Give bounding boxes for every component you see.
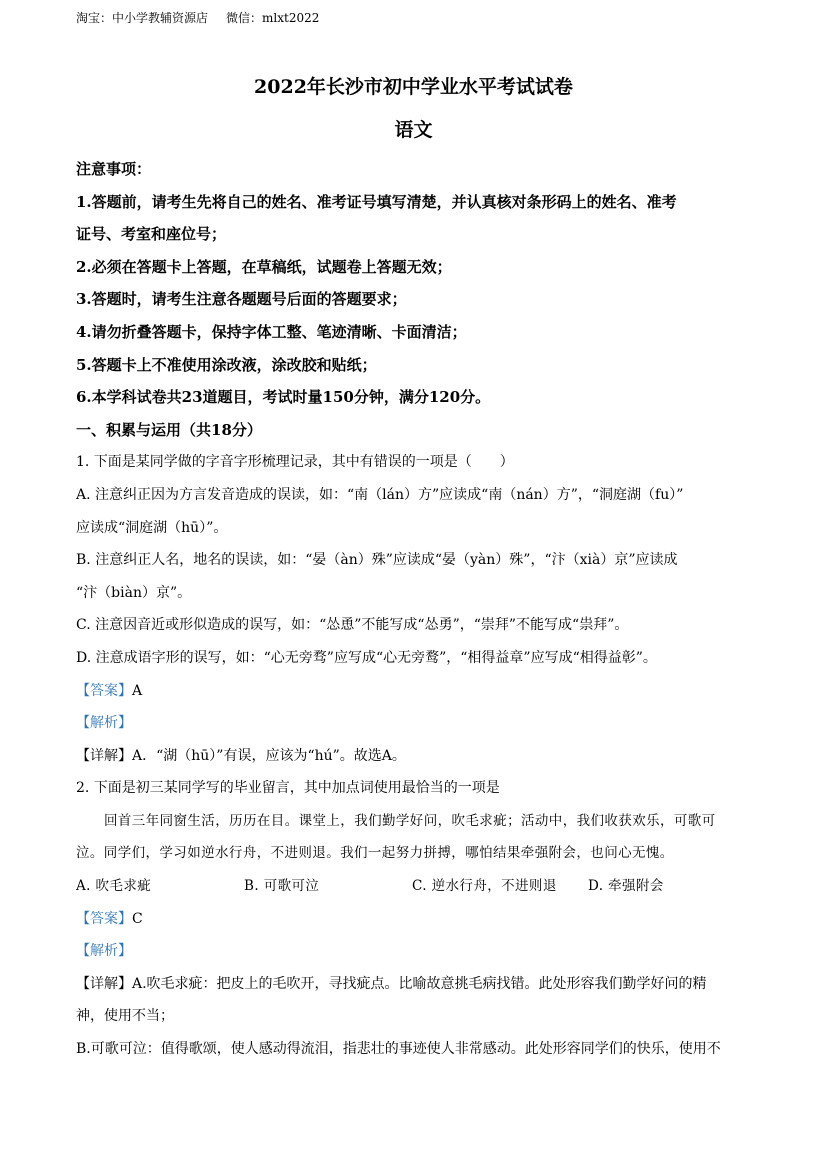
note-line-5: 5.答题卡上不准使用涂改液，涂改胶和贴纸；	[76, 355, 377, 374]
q1-answer-value: A	[132, 682, 143, 699]
note-line-1a: 1.答题前，请考生先将自己的姓名、准考证号填写清楚，并认真核对条形码上的姓名、准考	[76, 192, 677, 211]
q2-option-b: B. 可歌可泣	[244, 878, 320, 895]
q2-answer-label: 【答案】	[76, 910, 132, 927]
section-heading: 一、积累与运用（共18分）	[76, 420, 262, 439]
note-line-1b: 证号、考室和座位号；	[76, 225, 227, 244]
note-line-3: 3.答题时，请考生注意各题题号后面的答题要求；	[76, 290, 407, 309]
q2-answer	[76, 903, 752, 936]
q1-option-a-line2: 应读成“洞庭湖（hū）”。	[76, 519, 228, 536]
notes-heading: 注意事项：	[76, 160, 152, 178]
q2-option-c: C. 逆水行舟，不进则退	[412, 878, 557, 895]
document-body	[76, 153, 752, 1066]
q1-option-b-line2: “汴（biàn）京”。	[76, 584, 192, 601]
q2-answer-value: C	[132, 910, 143, 927]
document-title: 2022年长沙市初中学业水平考试试卷	[254, 76, 573, 98]
page-header	[76, 10, 319, 26]
q2-options	[76, 870, 752, 903]
q1-answer-label: 【答案】	[76, 682, 132, 699]
q1-stem: 1. 下面是某同学做的字音字形梳理记录，其中有错误的一项是（ ）	[76, 454, 514, 471]
q2-detail-line1: 【详解】A.吹毛求疵：把皮上的毛吹开，寻找疵点。比喻故意挑毛病找错。此处形容我们勤学好问的精	[76, 975, 707, 992]
q1-answer	[76, 675, 752, 708]
q2-detail-line3: B.可歌可泣：值得歌颂，使人感动得流泪，指悲壮的事迹使人非常感动。此处形容同学们的快乐，使用不	[76, 1041, 721, 1058]
q1-option-b-line1: B. 注意纠正人名，地名的误读，如：“晏（àn）殊”应读成“晏（yàn）殊”，“汴（xià）京”应读成	[76, 552, 678, 569]
q2-analysis-label: 【解析】	[76, 943, 132, 960]
q2-option-d: D. 牵强附会	[588, 878, 664, 895]
q2-stem: 2. 下面是初三某同学写的毕业留言，其中加点词使用最恰当的一项是	[76, 780, 500, 797]
q1-analysis-label: 【解析】	[76, 715, 132, 732]
q2-passage-line2: 泣。同学们，学习如逆水行舟，不进则退。我们一起努力拼搏，哪怕结果牵强附会，也问心无愧。	[76, 845, 674, 862]
q1-detail: 【详解】A．“湖（hū）”有误，应该为“hú”。故选A。	[76, 747, 406, 764]
q1-option-a-line1: A. 注意纠正因为方言发音造成的误读，如：“南（lán）方”应读成“南（nán）方”，“洞庭湖（fu）”	[76, 486, 684, 503]
header-wechat: 微信：mlxt2022	[226, 11, 320, 25]
note-line-2: 2.必须在答题卡上答题，在草稿纸，试题卷上答题无效；	[76, 257, 452, 276]
q2-detail-line2: 神，使用不当；	[76, 1008, 174, 1025]
note-line-4: 4.请勿折叠答题卡，保持字体工整、笔迹清晰、卡面清洁；	[76, 322, 467, 341]
q2-passage-line1: 回首三年同窗生活，历历在目。课堂上，我们勤学好问，吹毛求疵；活动中，我们收获欢乐，可歌可	[104, 812, 716, 829]
document-subtitle: 语文	[394, 119, 433, 141]
q2-option-a: A. 吹毛求疵	[76, 878, 152, 895]
q1-option-c: C. 注意因音近或形似造成的误写，如：“怂恿”不能写成“怂勇”，“崇拜”不能写成“祟拜”。	[76, 617, 629, 634]
note-line-6: 6.本学科试卷共23道题目，考试时量150分钟，满分120分。	[76, 388, 491, 407]
header-shop: 淘宝：中小学教辅资源店	[76, 11, 209, 25]
q1-option-d: D. 注意成语字形的误写，如：“心无旁骛”应写成“心无旁鹜”，“相得益章”应写成“相得益彰”。	[76, 649, 657, 666]
